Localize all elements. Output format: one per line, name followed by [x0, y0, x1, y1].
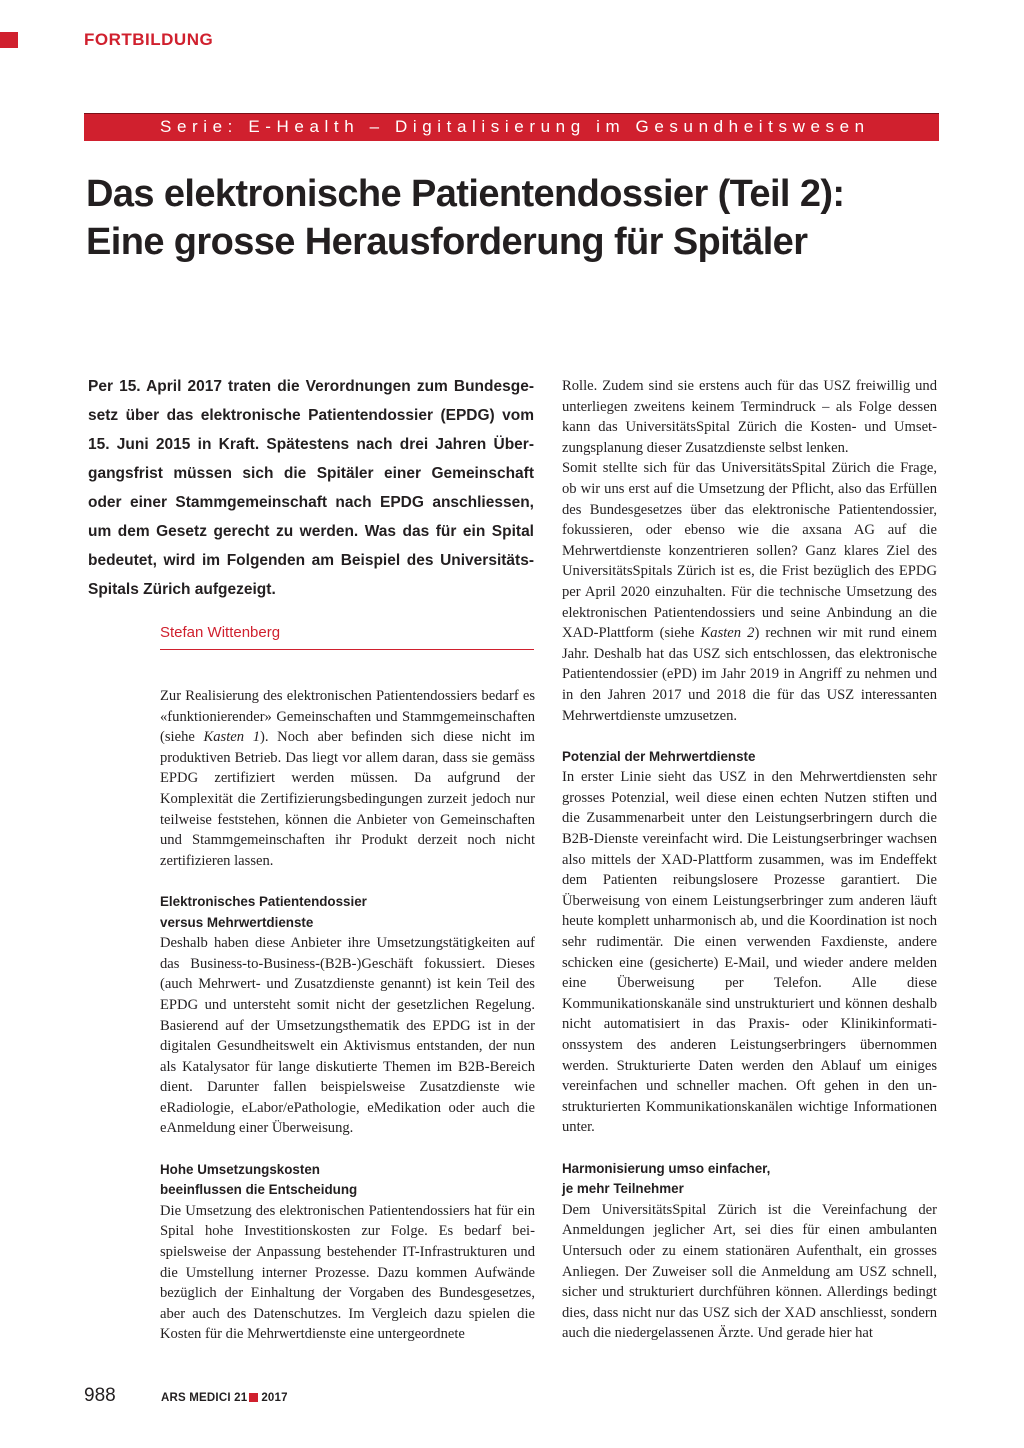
article-title-line-2: Eine grosse Herausforderung für Spitäler	[86, 221, 808, 263]
subheading-line: Elektronisches Patientendossier	[160, 893, 367, 909]
subheading-line: Hohe Umsetzungskosten	[160, 1161, 320, 1177]
body-paragraph: Dem UniversitätsSpital Zürich ist die Vereinfachung der Anmeldungen jeglicher Art, sei dies für einen ambulanten Untersuch oder zu einem stationären Aufenthalt, ein grosses Anliegen. Der Zuweiser soll die Anmeldung am USZ schnell, sicher und strukturiert durchführen können. Allerdings bedingt dies, dass nicht nur das USZ sich der XAD anschliesst, sondern auch die niedergelassenen Ärzte. Und gerade hier hat	[562, 1201, 937, 1342]
journal-year: 2017	[261, 1392, 288, 1404]
paragraph-text-start: Somit stellte sich für das UniversitätsSpital Zürich die Frage, ob wir uns erst auf die Umsetzung der Pflicht, also das Erfüllen des Bundesgesetzes über das elektronische Patientendossier, fokussieren, oder ebenso wie die axsana AG auf die Mehrwertdienste konzentrieren sollen? Ganz klares Ziel des UniversitätsSpitals Zürich ist es, die Frist bezüglich des EPDG per April 2020 einzuhalten. Für die technische Umsetzung des elektronischen Patientendossiers und seine Anbindung an die XAD-Plattform (siehe	[562, 460, 937, 642]
body-paragraph: Rolle. Zudem sind sie erstens auch für das USZ freiwillig und unterliegen zweitens keinem Termindruck – als Folge dessen kann das UniversitätsSpital Zürich die Kosten- und Umsetzungsplanung dieser Zusatzdienste selbst lenken.	[562, 378, 937, 456]
subheading-line: Harmonisierung umso einfacher,	[562, 1160, 771, 1176]
journal-footer	[161, 1392, 288, 1404]
subheading-line: je mehr Teilnehmer	[562, 1181, 684, 1197]
series-title: Serie: E-Health – Digitalisierung im Gesundheitswesen	[160, 117, 870, 136]
subheading: Potenzial der Mehrwertdienste	[562, 748, 756, 764]
footer-square-marker	[249, 1393, 258, 1402]
page-number: 988	[84, 1385, 116, 1406]
article-title	[86, 170, 946, 266]
subheading	[160, 892, 535, 933]
subheading-line: versus Mehrwertdienste	[160, 914, 314, 930]
series-banner	[84, 113, 939, 141]
author-name: Stefan Wittenberg	[160, 624, 281, 641]
left-column	[160, 686, 535, 1345]
body-paragraph: In erster Linie sieht das USZ in den Mehrwertdiensten sehr grosses Potenzial, weil diese einen echten Nutzen stiften und die Zusammenarbeit unter den Leistungserbringern durch die B2B-Dienste vereinfacht wird. Die Leistungserbringer wachsen also mittels der XAD-Plattform zusammen, was im Endeffekt dem Patienten reibungslosere Prozesse garantiert. Die Überweisung von einem Leistungserbringer zum anderen läuft heute komplett unharmonisch ab, und die Koordination ist noch sehr rudimentär. Die einen verwenden Faxdienste, andere schicken eine (gesicherte) E-Mail, und wieder andere melden eine Überweisung per Telefon. Alle diese Kommunikationskanäle sind unstrukturiert und können deshalb nicht automatisiert in das Praxis- oder Klinikinformationssystem des anderen Leistungserbringers übernommen werden. Strukturierte Daten werden den Ablauf um einiges vereinfachen und schneller machen. Oft gehen in den unstrukturierten Kommunikationskanälen wichtige Informationen unter.	[562, 769, 937, 1136]
intro-text-end: ). Noch aber befinden sich diese nicht im produktiven Betrieb. Das liegt vor allem daran, dass sie gemäss EPDG zertifiziert werden müssen. Da aufgrund der Komplexität die Zertifizierungsbedingungen zurzeit jedoch nur teilweise feststehen, können die Anbieter von Gemeinschaften und Stammgemeinschaften ihr Produkt derzeit noch nicht zertifizieren lassen.	[160, 729, 536, 869]
section-label: FORTBILDUNG	[84, 30, 214, 49]
subheading-line: beeinflussen die Entscheidung	[160, 1182, 358, 1198]
box-reference: Kasten 2	[700, 625, 755, 642]
article-lead: Per 15. April 2017 traten die Verordnungen zum Bundesgesetz über das elektronische Patientendossier (EPDG) vom 15. Juni 2015 in Kraft. Spätestens nach drei Jahren Übergangsfrist müssen sich die Spitäler einer Gemeinschaft oder einer Stammgemeinschaft nach EPDG anschliessen, um dem Gesetz gerecht zu werden. Was das für ein Spital bedeutet, wird im Folgenden am Beispiel des UniversitätsSpitals Zürich aufgezeigt.	[88, 378, 534, 598]
paragraph-text-end: ) rechnen wir mit rund einem Jahr. Deshalb hat das USZ sich entschlossen, das elektronische Patientendossier (ePD) im Jahr 2019 in Angriff zu nehmen und in den Jahren 2017 und 2018 die für das USZ interessanten Mehrwertdienste umzusetzen.	[562, 625, 938, 724]
body-paragraph: Die Umsetzung des elektronischen Patientendossiers hat für ein Spital hohe Investitionskosten zur Folge. Es bedarf beispielsweise der Anpassung bestehender IT-Infrastrukturen und die Umstellung interner Prozesse. Dazu kommen Aufwände bezüglich der Einhaltung der Vorgaben des Bundesgesetzes, aber auch des Datenschutzes. Im Vergleich dazu spielen die Kosten für die Mehrwertdienste eine untergeordnete	[160, 1202, 535, 1343]
article-title-line-1: Das elektronische Patientendossier (Teil 2):	[86, 173, 845, 215]
box-reference: Kasten 1	[203, 729, 261, 746]
section-marker	[0, 32, 18, 48]
subheading	[562, 1159, 937, 1200]
body-paragraph: Deshalb haben diese Anbieter ihre Umsetzungstätigkeiten auf das Business-to-Business-(B2B-)Geschäft fokussiert. Dieses (auch Mehrwert- und Zusatzdienste genannt) ist kein Teil des EPDG und untersteht somit nicht der gesetzlichen Regelung. Basierend auf der Umsetzungsthematik des EPDG ist in der digitalen Gesundheitswelt ein Aktivismus entstanden, der nun als Katalysator für lange diskutierte Themen im B2B-Bereich dient. Darunter fallen beispielsweise Zusatzdienste wie eRadiologie, eLabor/ePathologie, eMedikation oder auch die eAnmeldung einer Überweisung.	[160, 935, 535, 1137]
intro-text-start: Zur Realisierung des elektronischen Patientendossiers bedarf es «funktionierender» Gemeinschaften und Stammgemeinschaften (siehe	[160, 688, 535, 746]
body-paragraph	[562, 458, 937, 726]
subheading	[160, 1160, 535, 1201]
journal-name: ARS MEDICI 21	[161, 1392, 248, 1404]
author-divider	[160, 649, 534, 650]
intro-paragraph	[160, 686, 535, 871]
right-column	[562, 376, 937, 1344]
